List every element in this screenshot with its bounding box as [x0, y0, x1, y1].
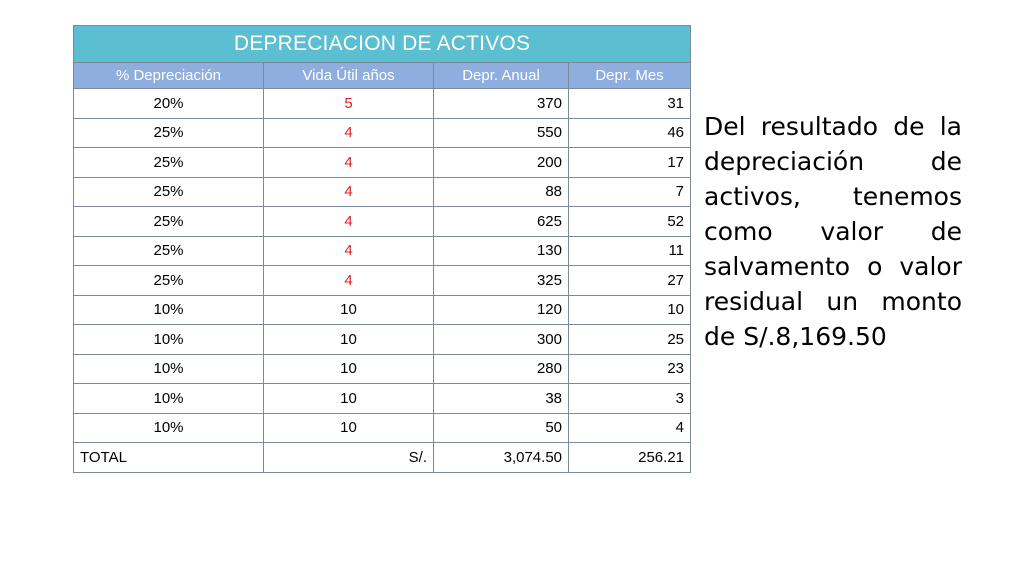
- depreciation-percent-cell: 25%: [74, 266, 264, 296]
- table-row: [74, 413, 691, 443]
- table-row: [74, 266, 691, 296]
- table-row: [74, 177, 691, 207]
- depreciation-percent-cell: 25%: [74, 177, 264, 207]
- total-row: [74, 443, 691, 473]
- useful-life-cell: 10: [264, 384, 434, 414]
- annual-depreciation-cell: 38: [434, 384, 569, 414]
- depreciation-percent-cell: 10%: [74, 354, 264, 384]
- table-row: [74, 148, 691, 178]
- depreciation-percent-cell: 10%: [74, 295, 264, 325]
- annual-depreciation-cell: 130: [434, 236, 569, 266]
- useful-life-cell: 10: [264, 413, 434, 443]
- table-title-row: [74, 26, 691, 63]
- table-row: [74, 207, 691, 237]
- total-currency: S/.: [264, 443, 434, 473]
- table-body: [74, 89, 691, 473]
- depreciation-percent-cell: 10%: [74, 384, 264, 414]
- table-header-row: [74, 63, 691, 89]
- table-title: DEPRECIACION DE ACTIVOS: [74, 26, 691, 63]
- monthly-depreciation-cell: 52: [569, 207, 691, 237]
- useful-life-cell: 4: [264, 266, 434, 296]
- annual-depreciation-cell: 200: [434, 148, 569, 178]
- monthly-depreciation-cell: 27: [569, 266, 691, 296]
- monthly-depreciation-cell: 31: [569, 89, 691, 119]
- annual-depreciation-cell: 625: [434, 207, 569, 237]
- table-row: [74, 354, 691, 384]
- depreciation-percent-cell: 25%: [74, 236, 264, 266]
- header-annual-depreciation: Depr. Anual: [434, 63, 569, 89]
- monthly-depreciation-cell: 4: [569, 413, 691, 443]
- total-annual-depreciation: 3,074.50: [434, 443, 569, 473]
- table-row: [74, 295, 691, 325]
- useful-life-cell: 5: [264, 89, 434, 119]
- useful-life-cell: 4: [264, 148, 434, 178]
- salvage-value-note: Del resultado de la depreciación de activos, tenemos como valor de salvamento o valor residual un monto de S/.8,169.50: [704, 112, 962, 351]
- monthly-depreciation-cell: 46: [569, 118, 691, 148]
- depreciation-table-container: [73, 25, 690, 473]
- monthly-depreciation-cell: 25: [569, 325, 691, 355]
- table-row: [74, 325, 691, 355]
- annual-depreciation-cell: 50: [434, 413, 569, 443]
- total-label: TOTAL: [74, 443, 264, 473]
- useful-life-cell: 10: [264, 325, 434, 355]
- table-row: [74, 89, 691, 119]
- header-depreciation-percent: % Depreciación: [74, 63, 264, 89]
- header-monthly-depreciation: Depr. Mes: [569, 63, 691, 89]
- total-monthly-depreciation: 256.21: [569, 443, 691, 473]
- annual-depreciation-cell: 120: [434, 295, 569, 325]
- annual-depreciation-cell: 370: [434, 89, 569, 119]
- depreciation-percent-cell: 25%: [74, 148, 264, 178]
- table-row: [74, 236, 691, 266]
- annual-depreciation-cell: 550: [434, 118, 569, 148]
- monthly-depreciation-cell: 23: [569, 354, 691, 384]
- annual-depreciation-cell: 300: [434, 325, 569, 355]
- useful-life-cell: 4: [264, 207, 434, 237]
- useful-life-cell: 10: [264, 354, 434, 384]
- monthly-depreciation-cell: 10: [569, 295, 691, 325]
- annual-depreciation-cell: 325: [434, 266, 569, 296]
- monthly-depreciation-cell: 3: [569, 384, 691, 414]
- monthly-depreciation-cell: 11: [569, 236, 691, 266]
- depreciation-percent-cell: 10%: [74, 413, 264, 443]
- table-row: [74, 384, 691, 414]
- depreciation-percent-cell: 20%: [74, 89, 264, 119]
- depreciation-percent-cell: 25%: [74, 207, 264, 237]
- table-row: [74, 118, 691, 148]
- depreciation-percent-cell: 10%: [74, 325, 264, 355]
- annual-depreciation-cell: 280: [434, 354, 569, 384]
- useful-life-cell: 4: [264, 118, 434, 148]
- annual-depreciation-cell: 88: [434, 177, 569, 207]
- depreciation-table: [73, 25, 691, 473]
- useful-life-cell: 4: [264, 177, 434, 207]
- monthly-depreciation-cell: 17: [569, 148, 691, 178]
- useful-life-cell: 4: [264, 236, 434, 266]
- header-useful-life: Vida Útil años: [264, 63, 434, 89]
- useful-life-cell: 10: [264, 295, 434, 325]
- monthly-depreciation-cell: 7: [569, 177, 691, 207]
- depreciation-percent-cell: 25%: [74, 118, 264, 148]
